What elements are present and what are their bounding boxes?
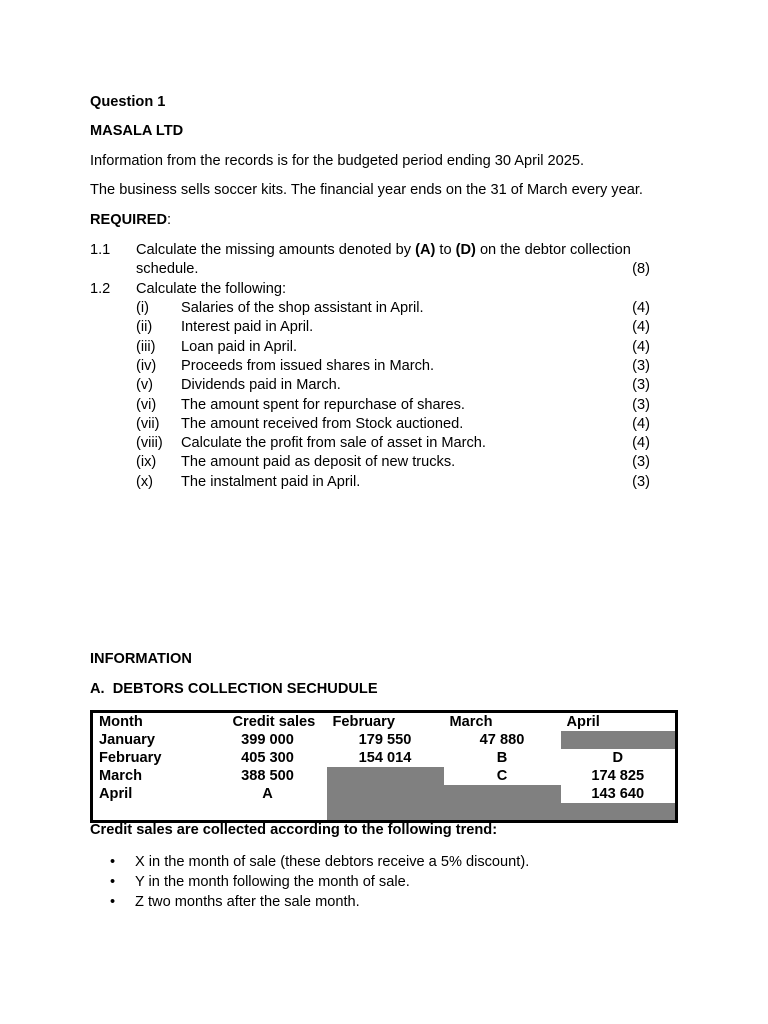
sub-item-number: (vi) bbox=[136, 397, 157, 413]
intro-line-2: The business sells soccer kits. The financial year ends on the 31 of March every year. bbox=[90, 182, 643, 198]
sub-item-marks: (3) bbox=[632, 358, 650, 374]
cell-month: April bbox=[99, 786, 133, 802]
cell-month: January bbox=[99, 732, 155, 748]
bullet-text: X in the month of sale (these debtors receive a 5% discount). bbox=[135, 854, 530, 870]
question-title: Question 1 bbox=[90, 94, 166, 110]
cell-credit-sales: A bbox=[262, 786, 273, 802]
sub-item-marks: (4) bbox=[632, 435, 650, 451]
cell-march-shaded bbox=[444, 785, 561, 803]
table-row bbox=[92, 731, 677, 749]
cell-blank bbox=[209, 803, 327, 822]
table-header-row bbox=[92, 712, 677, 732]
sub-item-marks: (3) bbox=[632, 377, 650, 393]
cell-march: B bbox=[496, 750, 508, 766]
cell-month: March bbox=[99, 768, 142, 784]
sub-item-marks: (3) bbox=[632, 454, 650, 470]
cell-april: 174 825 bbox=[591, 768, 645, 784]
cell-february-shaded bbox=[327, 785, 444, 803]
sub-item-text: The amount received from Stock auctioned. bbox=[181, 416, 464, 432]
sub-item-number: (iii) bbox=[136, 339, 156, 355]
question-1-1-text-line-2: schedule. bbox=[136, 261, 199, 277]
company-name: MASALA LTD bbox=[90, 123, 184, 139]
cell-february-shaded bbox=[327, 767, 444, 785]
cell-april-shaded bbox=[561, 731, 677, 749]
sub-item-text: Dividends paid in March. bbox=[181, 377, 341, 393]
sub-item-number: (iv) bbox=[136, 358, 157, 374]
cell-credit-sales: 399 000 bbox=[241, 732, 294, 748]
cell-credit-sales: 388 500 bbox=[241, 768, 294, 784]
question-1-2-text: Calculate the following: bbox=[136, 281, 287, 297]
table-row bbox=[92, 749, 677, 767]
bullet-icon: • bbox=[110, 854, 116, 870]
bullet-text: Z two months after the sale month. bbox=[135, 894, 360, 910]
intro-line-1: Information from the records is for the budgeted period ending 30 April 2025. bbox=[90, 153, 585, 169]
sub-item-text: Salaries of the shop assistant in April. bbox=[181, 300, 424, 316]
sub-item-text: Loan paid in April. bbox=[181, 339, 298, 355]
cell-march: 47 880 bbox=[479, 732, 525, 748]
question-1-1-number: 1.1 bbox=[90, 242, 111, 258]
bullet-icon: • bbox=[110, 874, 116, 890]
header-april: April bbox=[566, 714, 600, 730]
cell-february: 154 014 bbox=[358, 750, 412, 766]
question-1-1-text: Calculate the missing amounts denoted by (A) to (D) on the debtor collection bbox=[136, 242, 631, 258]
header-march: March bbox=[449, 714, 493, 730]
sub-item-number: (x) bbox=[136, 474, 154, 490]
question-1-1-marks: (8) bbox=[632, 261, 650, 277]
bullet-text: Y in the month following the month of sale. bbox=[135, 874, 410, 890]
debtors-collection-table bbox=[90, 710, 678, 823]
cell-shaded bbox=[561, 803, 677, 822]
trend-heading: Credit sales are collected according to the following trend: bbox=[90, 822, 498, 838]
sub-item-marks: (4) bbox=[632, 300, 650, 316]
question-1-2-number: 1.2 bbox=[90, 281, 111, 297]
cell-april: D bbox=[612, 750, 624, 766]
required-heading: REQUIRED: bbox=[90, 212, 172, 228]
sub-item-text: Proceeds from issued shares in March. bbox=[181, 358, 435, 374]
header-credit-sales: Credit sales bbox=[232, 714, 316, 730]
cell-march: C bbox=[496, 768, 508, 784]
cell-february: 179 550 bbox=[358, 732, 412, 748]
sub-item-text: Interest paid in April. bbox=[181, 319, 314, 335]
table-row bbox=[92, 767, 677, 785]
sub-item-marks: (4) bbox=[632, 339, 650, 355]
sub-item-text: The amount spent for repurchase of shares. bbox=[181, 397, 465, 413]
cell-shaded bbox=[444, 803, 561, 822]
cell-shaded bbox=[327, 803, 444, 822]
sub-item-text: Calculate the profit from sale of asset in March. bbox=[181, 435, 486, 451]
cell-month: February bbox=[99, 750, 162, 766]
sub-item-number: (i) bbox=[136, 300, 149, 316]
sub-item-marks: (4) bbox=[632, 319, 650, 335]
header-month: Month bbox=[99, 714, 143, 730]
sub-item-number: (vii) bbox=[136, 416, 160, 432]
information-heading: INFORMATION bbox=[90, 651, 192, 667]
sub-item-marks: (3) bbox=[632, 397, 650, 413]
section-a-heading: A. DEBTORS COLLECTION SECHUDULE bbox=[90, 681, 378, 697]
cell-april: 143 640 bbox=[591, 786, 645, 802]
bullet-icon: • bbox=[110, 894, 116, 910]
sub-item-number: (ii) bbox=[136, 319, 153, 335]
sub-item-number: (viii) bbox=[136, 435, 163, 451]
sub-item-text: The amount paid as deposit of new trucks. bbox=[181, 454, 456, 470]
sub-item-marks: (4) bbox=[632, 416, 650, 432]
table-spacer-row bbox=[92, 803, 677, 822]
cell-blank bbox=[92, 803, 209, 822]
table-row bbox=[92, 785, 677, 803]
sub-item-number: (ix) bbox=[136, 454, 157, 470]
sub-item-text: The instalment paid in April. bbox=[181, 474, 361, 490]
cell-credit-sales: 405 300 bbox=[241, 750, 294, 766]
sub-item-number: (v) bbox=[136, 377, 154, 393]
sub-item-marks: (3) bbox=[632, 474, 650, 490]
header-february: February bbox=[332, 714, 395, 730]
